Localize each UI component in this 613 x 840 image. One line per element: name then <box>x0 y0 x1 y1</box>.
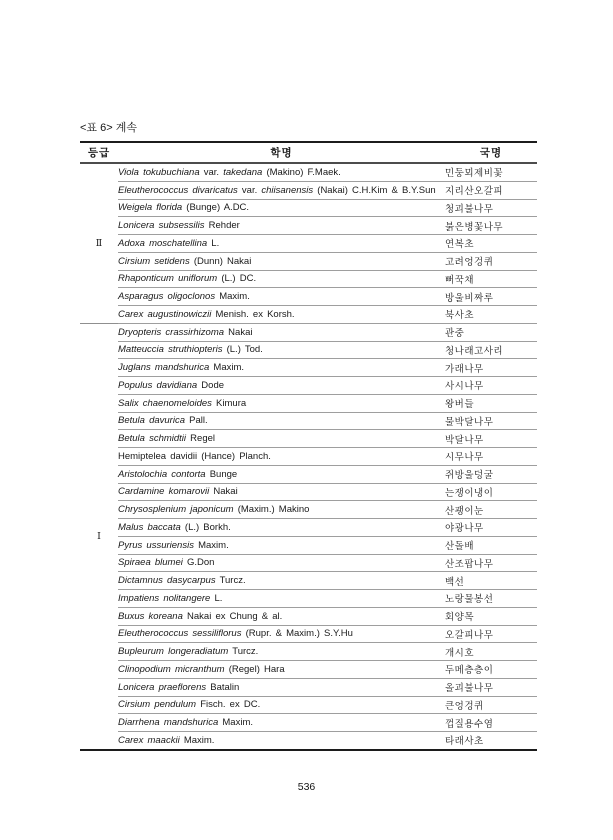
table-row <box>80 483 537 501</box>
column-header-korean-name: 국명 <box>445 142 537 163</box>
table-row <box>80 678 537 696</box>
scientific-name-part: Bupleurum longeradiatum <box>118 646 229 658</box>
grade-cell: Ⅰ <box>80 323 118 750</box>
scientific-name-part: Clinopodium micranthum <box>118 663 225 675</box>
scientific-name-cell <box>118 732 445 750</box>
scientific-name-part: Spiraea blumei <box>118 557 183 569</box>
korean-name-cell: 노랑물봉선 <box>445 590 537 608</box>
table-row <box>80 377 537 395</box>
column-header-scientific-name: 학명 <box>118 142 445 163</box>
korean-name-cell: 야광나무 <box>445 519 537 537</box>
scientific-name-cell <box>118 288 445 306</box>
table-row <box>80 465 537 483</box>
scientific-name-part: Maxim. <box>215 291 250 303</box>
scientific-name-cell <box>118 163 445 181</box>
scientific-name-part: Turcz. <box>228 646 259 658</box>
table-row <box>80 696 537 714</box>
scientific-name-part: (L.) DC. <box>217 273 257 285</box>
korean-name-cell: 북사초 <box>445 306 537 324</box>
korean-name-cell: 청괴불나무 <box>445 199 537 217</box>
scientific-name-part: Maxim. <box>218 717 253 729</box>
table-row <box>80 163 537 181</box>
scientific-name-cell <box>118 412 445 430</box>
table-row <box>80 714 537 732</box>
scientific-name-part: Dode <box>197 379 225 391</box>
column-header-grade: 등급 <box>80 142 118 163</box>
table-row <box>80 394 537 412</box>
scientific-name-part: (L.) Borkh. <box>180 521 231 533</box>
table-row <box>80 448 537 466</box>
korean-name-cell: 가래나무 <box>445 359 537 377</box>
species-table-body <box>80 163 537 750</box>
species-table <box>80 141 537 751</box>
scientific-name-part: takedana <box>223 166 263 178</box>
table-row <box>80 501 537 519</box>
scientific-name-cell <box>118 607 445 625</box>
scientific-name-cell <box>118 661 445 679</box>
scientific-name-part: Turcz. <box>215 575 246 587</box>
korean-name-cell: 물박달나무 <box>445 412 537 430</box>
scientific-name-cell <box>118 448 445 466</box>
table-row <box>80 217 537 235</box>
scientific-name-cell <box>118 625 445 643</box>
species-table-header <box>80 142 537 163</box>
scientific-name-part: Lonicera praeflorens <box>118 681 207 693</box>
scientific-name-cell <box>118 519 445 537</box>
scientific-name-part: (Rupr. & Maxim.) S.Y.Hu <box>241 628 353 640</box>
table-row <box>80 252 537 270</box>
scientific-name-part: Diarrhena mandshurica <box>118 717 219 729</box>
scientific-name-part: Cirsium setidens <box>118 255 190 267</box>
scientific-name-part: Hemiptelea davidii (Hance) Planch. <box>118 450 271 462</box>
korean-name-cell: 붉은병꽃나무 <box>445 217 537 235</box>
scientific-name-part: Carex maackii <box>118 734 180 746</box>
scientific-name-part: Pall. <box>184 415 208 427</box>
scientific-name-cell <box>118 465 445 483</box>
scientific-name-part: Bunge <box>205 468 238 480</box>
grade-cell: Ⅱ <box>80 163 118 323</box>
scientific-name-part: Viola tokubuchiana <box>118 166 200 178</box>
scientific-name-part: (L.) Tod. <box>222 344 263 356</box>
korean-name-cell: 는쟁이냉이 <box>445 483 537 501</box>
korean-name-cell: 관중 <box>445 323 537 341</box>
scientific-name-part: Cirsium pendulum <box>118 699 197 711</box>
scientific-name-part: Maxim. <box>179 734 215 746</box>
scientific-name-part: Eleutherococcus divaricatus <box>118 184 238 196</box>
scientific-name-cell <box>118 643 445 661</box>
table-row <box>80 199 537 217</box>
table-caption: <표 6> 계속 <box>80 122 137 134</box>
scientific-name-part: Maxim. <box>193 539 229 551</box>
scientific-name-part: Nakai <box>224 326 253 338</box>
scientific-name-cell <box>118 270 445 288</box>
table-row <box>80 270 537 288</box>
korean-name-cell: 큰엉겅퀴 <box>445 696 537 714</box>
scientific-name-part: (Dunn) Nakai <box>189 255 252 267</box>
korean-name-cell: 박달나무 <box>445 430 537 448</box>
korean-name-cell: 개시호 <box>445 643 537 661</box>
scientific-name-cell <box>118 572 445 590</box>
table-row <box>80 181 537 199</box>
korean-name-cell: 고려엉겅퀴 <box>445 252 537 270</box>
table-row <box>80 572 537 590</box>
korean-name-cell: 산돌배 <box>445 536 537 554</box>
scientific-name-cell <box>118 235 445 253</box>
korean-name-cell: 사시나무 <box>445 377 537 395</box>
scientific-name-part: Rhaponticum uniflorum <box>118 273 218 285</box>
scientific-name-part: (Makino) F.Maek. <box>262 166 341 178</box>
korean-name-cell: 왕버들 <box>445 394 537 412</box>
table-row <box>80 306 537 324</box>
scientific-name-part: var. <box>199 166 224 178</box>
scientific-name-part: Kimura <box>211 397 247 409</box>
scientific-name-part: Adoxa moschatellina <box>118 237 208 249</box>
scientific-name-part: Betula davurica <box>118 415 185 427</box>
scientific-name-part: Dryopteris crassirhizoma <box>118 326 225 338</box>
scientific-name-cell <box>118 181 445 199</box>
table-row <box>80 341 537 359</box>
scientific-name-part: (Bunge) A.DC. <box>182 202 250 214</box>
scientific-name-part: (Regel) Hara <box>224 663 285 675</box>
table-row <box>80 536 537 554</box>
scientific-name-cell <box>118 252 445 270</box>
scientific-name-part: Chrysosplenium japonicum <box>118 504 234 516</box>
scientific-name-part: Asparagus oligoclonos <box>118 291 216 303</box>
scientific-name-part: Maxim. <box>209 362 245 374</box>
scientific-name-part: Batalin <box>206 681 240 693</box>
scientific-name-part: Menish. ex Korsh. <box>211 308 295 320</box>
scientific-name-part: Nakai <box>209 486 238 498</box>
table-row <box>80 625 537 643</box>
scientific-name-part: (Maxim.) Makino <box>233 504 310 516</box>
scientific-name-part: Juglans mandshurica <box>118 362 210 374</box>
scientific-name-part: Cardamine komarovii <box>118 486 210 498</box>
scientific-name-cell <box>118 359 445 377</box>
scientific-name-part: Populus davidiana <box>118 379 198 391</box>
scientific-name-part: L. <box>207 237 220 249</box>
table-row <box>80 519 537 537</box>
korean-name-cell: 지리산오갈피 <box>445 181 537 199</box>
scientific-name-cell <box>118 430 445 448</box>
scientific-name-cell <box>118 199 445 217</box>
page-number: 536 <box>297 781 316 793</box>
table-row <box>80 590 537 608</box>
scientific-name-cell <box>118 306 445 324</box>
table-row <box>80 412 537 430</box>
scientific-name-part: var. <box>237 184 262 196</box>
scientific-name-part: Impatiens nolitangere <box>118 592 211 604</box>
table-row <box>80 643 537 661</box>
scientific-name-part: Pyrus ussuriensis <box>118 539 194 551</box>
korean-name-cell: 껍질용수염 <box>445 714 537 732</box>
scientific-name-part: Betula schmidtii <box>118 433 187 445</box>
scientific-name-part: Dictamnus dasycarpus <box>118 575 216 587</box>
scientific-name-cell <box>118 696 445 714</box>
scientific-name-cell <box>118 678 445 696</box>
korean-name-cell: 두메층층이 <box>445 661 537 679</box>
korean-name-cell: 산조팝나무 <box>445 554 537 572</box>
korean-name-cell: 백선 <box>445 572 537 590</box>
scientific-name-cell <box>118 377 445 395</box>
korean-name-cell: 청나래고사리 <box>445 341 537 359</box>
korean-name-cell: 회양목 <box>445 607 537 625</box>
scientific-name-cell <box>118 394 445 412</box>
table-row <box>80 430 537 448</box>
table-row <box>80 554 537 572</box>
table-row <box>80 323 537 341</box>
korean-name-cell: 뻐꾹채 <box>445 270 537 288</box>
table-row <box>80 235 537 253</box>
table-row <box>80 359 537 377</box>
korean-name-cell: 민둥뫼제비꽃 <box>445 163 537 181</box>
scientific-name-part: Matteuccia struthiopteris <box>118 344 223 356</box>
scientific-name-cell <box>118 217 445 235</box>
scientific-name-cell <box>118 341 445 359</box>
scientific-name-part: Eleutherococcus sessiliflorus <box>118 628 242 640</box>
korean-name-cell: 연복초 <box>445 235 537 253</box>
korean-name-cell: 올괴불나무 <box>445 678 537 696</box>
scientific-name-part: Carex augustinowiczii <box>118 308 212 320</box>
korean-name-cell: 쥐방울덩굴 <box>445 465 537 483</box>
scientific-name-cell <box>118 483 445 501</box>
scientific-name-part: Lonicera subsessilis <box>118 220 205 232</box>
table-row <box>80 732 537 750</box>
scientific-name-part: Nakai ex Chung & al. <box>182 610 283 622</box>
scientific-name-cell <box>118 501 445 519</box>
scientific-name-part: Weigela florida <box>118 202 183 214</box>
korean-name-cell: 산괭이눈 <box>445 501 537 519</box>
scientific-name-cell <box>118 536 445 554</box>
scientific-name-part: Malus baccata <box>118 521 181 533</box>
table-row <box>80 288 537 306</box>
table-row <box>80 607 537 625</box>
header-row <box>80 142 537 163</box>
table-row <box>80 661 537 679</box>
scientific-name-part: Aristolochia contorta <box>118 468 206 480</box>
scientific-name-part: G.Don <box>182 557 215 569</box>
scientific-name-part: Fisch. ex DC. <box>196 699 261 711</box>
korean-name-cell: 오갈피나무 <box>445 625 537 643</box>
scientific-name-cell <box>118 323 445 341</box>
scientific-name-part: Regel <box>186 433 215 445</box>
scientific-name-part: (Nakai) C.H.Kim & B.Y.Sun <box>313 184 436 196</box>
korean-name-cell: 타래사초 <box>445 732 537 750</box>
scientific-name-cell <box>118 554 445 572</box>
scientific-name-part: Salix chaenomeloides <box>118 397 212 409</box>
scientific-name-part: chiisanensis <box>261 184 314 196</box>
scientific-name-part: Rehder <box>204 220 240 232</box>
scientific-name-part: Buxus koreana <box>118 610 183 622</box>
korean-name-cell: 방울비짜루 <box>445 288 537 306</box>
scientific-name-cell <box>118 590 445 608</box>
scientific-name-cell <box>118 714 445 732</box>
korean-name-cell: 시무나무 <box>445 448 537 466</box>
scientific-name-part: L. <box>210 592 223 604</box>
